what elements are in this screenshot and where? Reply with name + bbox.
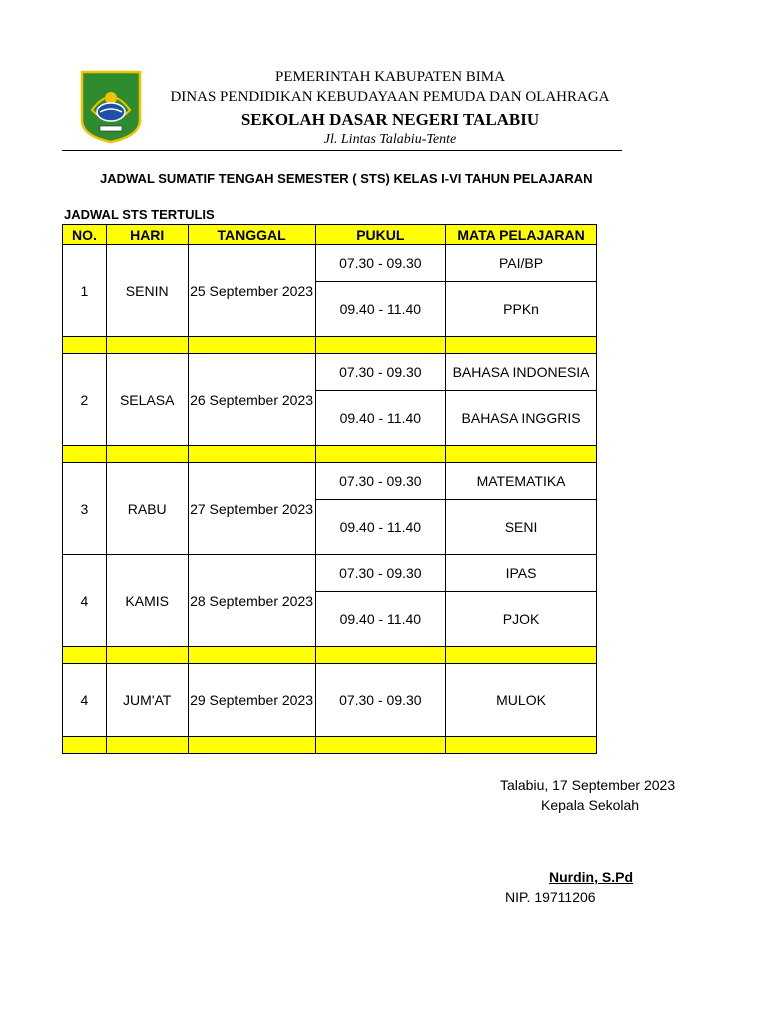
cell-pukul: 07.30 - 09.30 [315, 664, 446, 737]
column-header-no: NO. [63, 225, 107, 245]
column-header-tanggal: TANGGAL [188, 225, 315, 245]
document-title: JADWAL SUMATIF TENGAH SEMESTER ( STS) KELAS I-VI TAHUN PELAJARAN [100, 171, 593, 186]
cell-tanggal: 25 September 2023 [188, 245, 315, 337]
table-row [63, 664, 597, 737]
cell-mata-pelajaran: MATEMATIKA [446, 463, 597, 500]
separator-row [63, 737, 597, 754]
cell-hari: RABU [106, 463, 188, 555]
header-government: PEMERINTAH KABUPATEN BIMA [275, 69, 505, 85]
cell-mata-pelajaran: MULOK [446, 664, 597, 737]
cell-pukul: 09.40 - 11.40 [315, 500, 446, 555]
header-address: Jl. Lintas Talabiu-Tente [323, 132, 457, 147]
schedule-table [62, 224, 597, 754]
cell-no: 3 [63, 463, 107, 555]
cell-pukul: 09.40 - 11.40 [315, 391, 446, 446]
signature-nip: NIP. 19711206 [505, 889, 596, 905]
signature-name: Nurdin, S.Pd [549, 869, 633, 885]
separator-row [63, 337, 597, 354]
cell-mata-pelajaran: BAHASA INDONESIA [446, 354, 597, 391]
cell-no: 2 [63, 354, 107, 446]
table-row [63, 555, 597, 592]
cell-hari: KAMIS [106, 555, 188, 647]
table-row [63, 463, 597, 500]
column-header-pukul: PUKUL [315, 225, 446, 245]
cell-pukul: 07.30 - 09.30 [315, 555, 446, 592]
cell-mata-pelajaran: BAHASA INGGRIS [446, 391, 597, 446]
cell-mata-pelajaran: SENI [446, 500, 597, 555]
cell-no: 1 [63, 245, 107, 337]
cell-mata-pelajaran: PPKn [446, 282, 597, 337]
separator-row [63, 446, 597, 463]
cell-hari: JUM'AT [106, 664, 188, 737]
cell-tanggal: 27 September 2023 [188, 463, 315, 555]
table-row [63, 245, 597, 282]
section-subtitle: JADWAL STS TERTULIS [64, 207, 215, 222]
cell-tanggal: 26 September 2023 [188, 354, 315, 446]
cell-mata-pelajaran: IPAS [446, 555, 597, 592]
header-school-name: SEKOLAH DASAR NEGERI TALABIU [240, 110, 540, 129]
header-divider [62, 150, 622, 151]
cell-no: 4 [63, 555, 107, 647]
cell-mata-pelajaran: PJOK [446, 592, 597, 647]
cell-pukul: 07.30 - 09.30 [315, 354, 446, 391]
table-header-row [63, 225, 597, 245]
table-row [63, 354, 597, 391]
column-header-mata-pelajaran: MATA PELAJARAN [446, 225, 597, 245]
cell-no: 4 [63, 664, 107, 737]
cell-tanggal: 29 September 2023 [188, 664, 315, 737]
cell-hari: SENIN [106, 245, 188, 337]
column-header-hari: HARI [106, 225, 188, 245]
cell-mata-pelajaran: PAI/BP [446, 245, 597, 282]
cell-pukul: 09.40 - 11.40 [315, 282, 446, 337]
cell-pukul: 09.40 - 11.40 [315, 592, 446, 647]
separator-row [63, 647, 597, 664]
cell-pukul: 07.30 - 09.30 [315, 463, 446, 500]
cell-tanggal: 28 September 2023 [188, 555, 315, 647]
cell-pukul: 07.30 - 09.30 [315, 245, 446, 282]
signature-place-date: Talabiu, 17 September 2023 [500, 777, 676, 793]
cell-hari: SELASA [106, 354, 188, 446]
header-department: DINAS PENDIDIKAN KEBUDAYAAN PEMUDA DAN OLAHRAGA [170, 89, 610, 105]
signature-position: Kepala Sekolah [541, 797, 640, 813]
